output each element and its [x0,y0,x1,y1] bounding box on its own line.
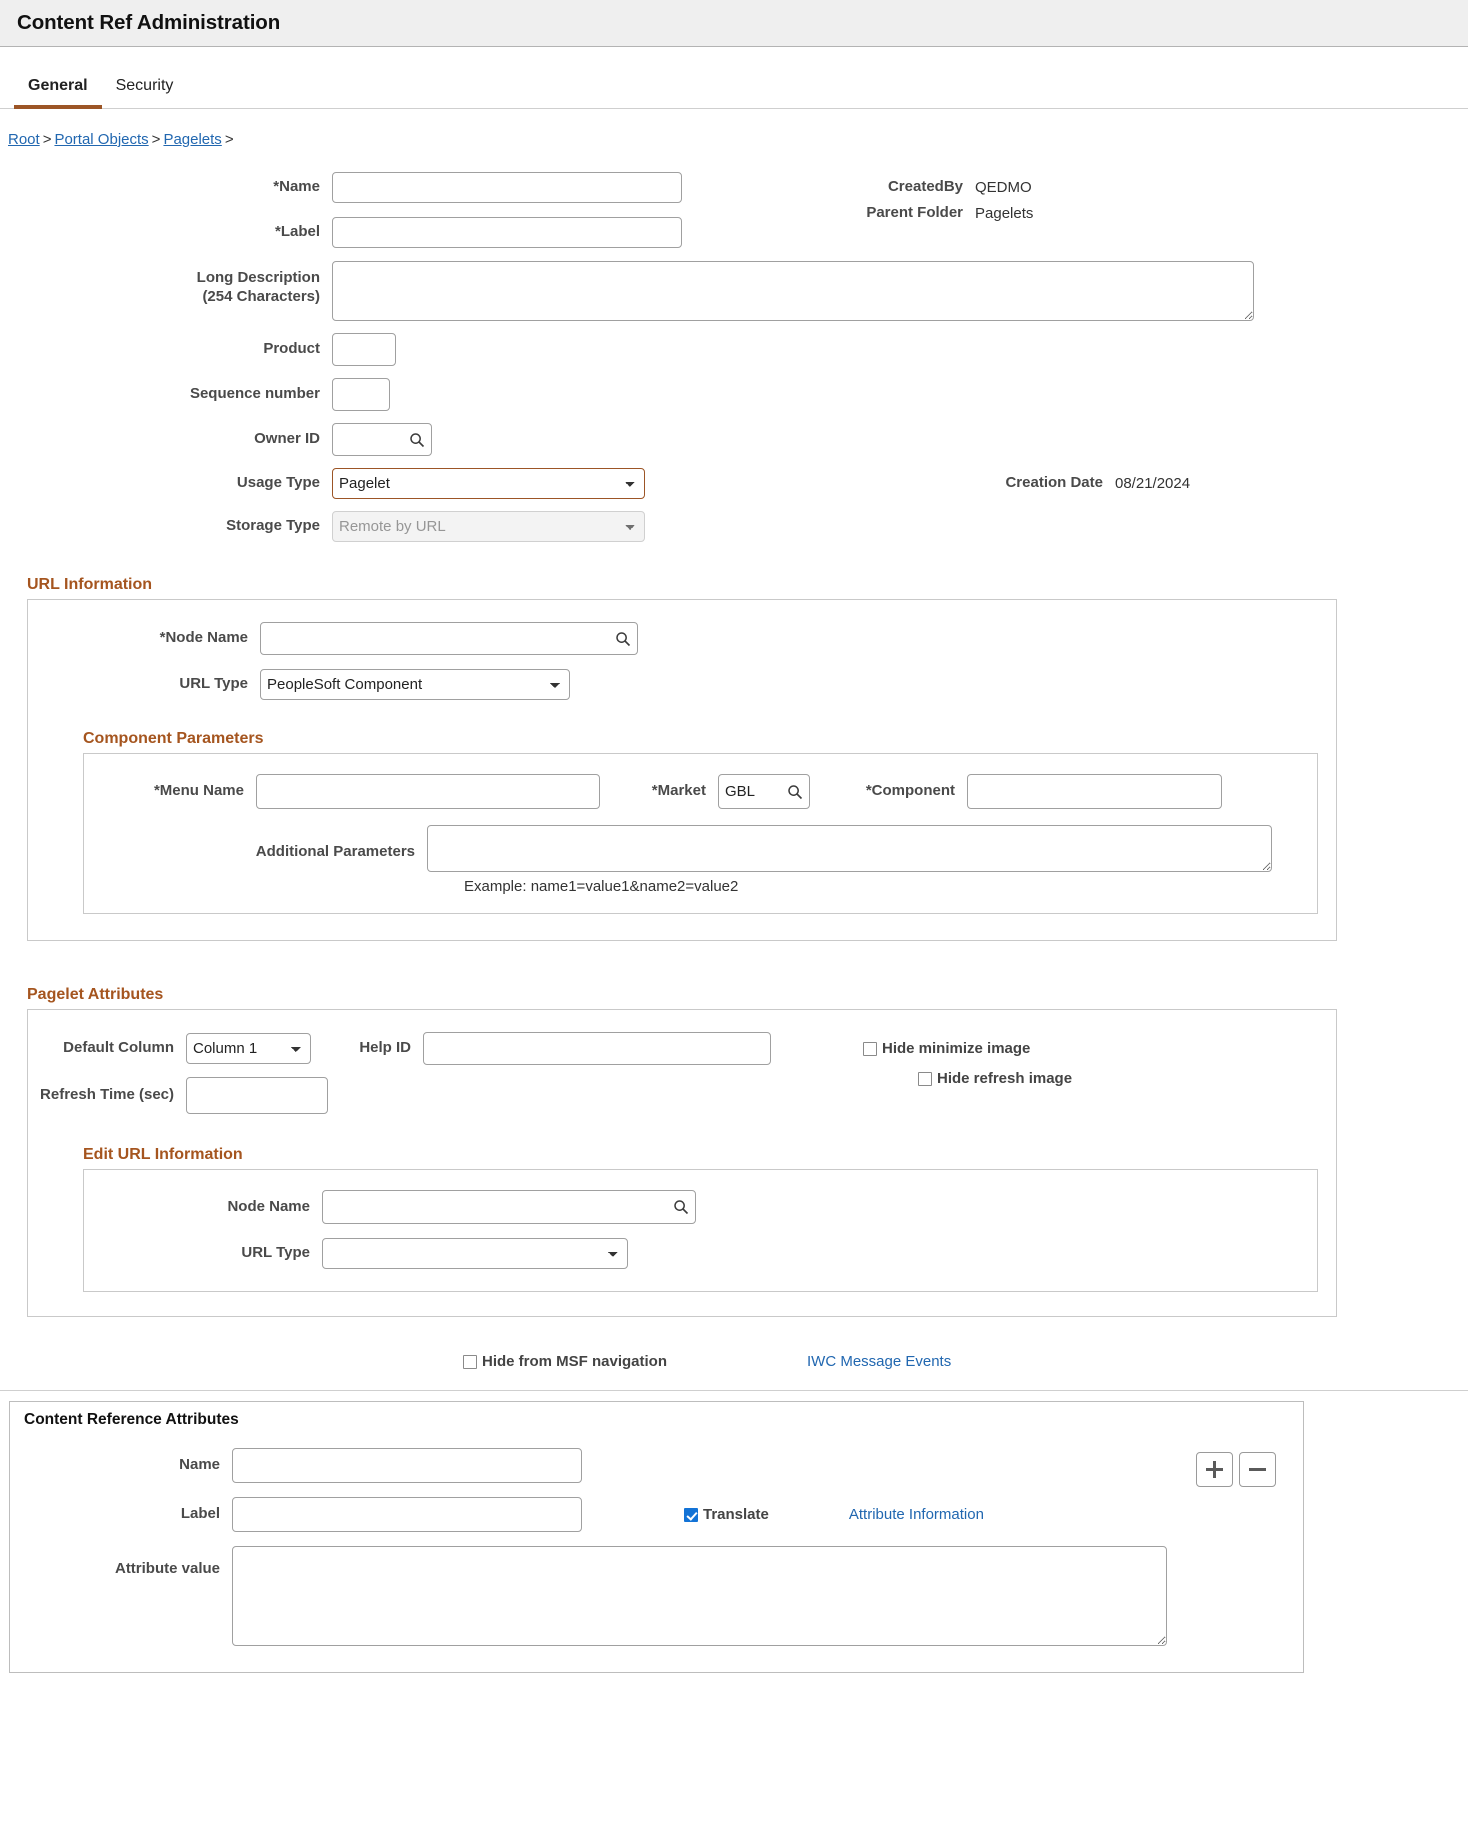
edit-node-name-lookup [322,1190,696,1224]
breadcrumb [0,109,1468,148]
url-type-select[interactable] [260,669,570,700]
menu-name-input[interactable] [256,774,600,809]
tab-general-label: General [28,77,88,94]
creation-date-label: Creation Date [1005,474,1103,492]
hide-minimize-image-checkbox-wrap[interactable] [863,1040,1030,1057]
edit-url-type-label: URL Type [241,1244,310,1262]
breadcrumb-separator-1: > [42,131,52,148]
hide-from-msf-checkbox[interactable] [463,1355,477,1369]
content-reference-attributes-panel [9,1401,1304,1673]
menu-name-label: *Menu Name [153,782,244,800]
sequence-number-label: Sequence number [189,385,320,403]
hide-from-msf-label[interactable]: Hide from MSF navigation [482,1353,668,1370]
additional-parameters-textarea[interactable] [427,825,1272,872]
name-input[interactable] [332,172,682,203]
add-row-button[interactable] [1196,1452,1233,1487]
hide-from-msf-checkbox-wrap[interactable] [463,1353,667,1370]
additional-parameters-label: Additional Parameters [255,843,415,860]
edit-node-name-label: Node Name [227,1197,310,1215]
created-by-label: CreatedBy [887,178,963,196]
field-row-sequence-number [0,378,1468,411]
component-parameters-title: Component Parameters [83,730,264,747]
breadcrumb-link-portal-objects[interactable]: Portal Objects [54,131,149,148]
component-parameters-section [83,730,1336,914]
msf-footer-row [0,1353,1468,1391]
edit-node-name-input[interactable] [322,1190,696,1224]
usage-type-label: Usage Type [236,474,320,492]
edit-url-information-box [83,1169,1318,1292]
component-parameters-box [83,753,1318,914]
edit-url-type-select[interactable] [322,1238,628,1269]
field-row-edit-node-name [84,1190,1317,1224]
hide-refresh-image-checkbox[interactable] [918,1072,932,1086]
storage-type-select [332,511,645,542]
field-row-additional-parameters [84,825,1317,872]
edit-url-information-title: Edit URL Information [83,1146,243,1163]
refresh-time-input[interactable] [186,1077,328,1114]
hide-minimize-image-label[interactable]: Hide minimize image [882,1040,1031,1057]
translate-checkbox-wrap[interactable] [684,1506,769,1523]
creation-date-value: 08/21/2024 [1115,475,1191,492]
long-description-label: Long Description [196,269,320,286]
attribute-value-textarea[interactable] [232,1546,1167,1646]
market-input[interactable] [718,774,810,809]
created-by-value: QEDMO [975,179,1032,196]
owner-id-label: Owner ID [254,430,320,448]
url-information-box [27,599,1337,941]
product-input[interactable] [332,333,396,366]
pagelet-attributes-box [27,1009,1337,1317]
parent-folder-label: Parent Folder [866,204,963,222]
breadcrumb-link-root[interactable]: Root [8,131,40,148]
field-row-attribute-value [10,1546,1303,1646]
iwc-message-events-link[interactable]: IWC Message Events [807,1353,952,1370]
field-row-storage-type [0,511,1468,542]
page-header [0,0,1468,47]
translate-checkbox[interactable] [684,1508,698,1522]
field-row-name [0,172,1468,203]
attr-name-input[interactable] [232,1448,582,1483]
pagelet-attributes-title: Pagelet Attributes [27,986,164,1003]
field-row-label [0,204,1468,248]
field-row-attr-name [10,1448,1303,1483]
remove-row-button[interactable] [1239,1452,1276,1487]
node-name-label: *Node Name [159,629,248,647]
storage-type-label: Storage Type [226,517,320,535]
tab-bar [0,47,1468,109]
help-id-label: Help ID [359,1039,411,1057]
component-parameters-example-text: Example: name1=value1&name2=value2 [464,878,739,895]
label-input[interactable] [332,217,682,248]
general-form-area [0,148,1468,542]
hide-refresh-image-checkbox-wrap[interactable] [918,1070,1072,1087]
node-name-lookup [260,622,638,655]
market-lookup [718,774,810,809]
component-input[interactable] [967,774,1222,809]
default-column-label: Default Column [63,1039,174,1057]
owner-id-input[interactable] [332,423,432,456]
long-description-sublabel: (254 Characters) [202,287,320,305]
minus-icon [1249,1461,1266,1478]
long-description-textarea[interactable] [332,261,1254,321]
field-row-long-description [0,261,1468,321]
name-label: *Name [273,178,320,196]
field-row-node-name [28,622,1336,655]
product-label: Product [263,340,320,358]
tab-security[interactable] [102,78,188,108]
market-label: *Market [651,782,706,800]
field-row-url-type [28,669,1336,700]
breadcrumb-link-pagelets[interactable]: Pagelets [163,131,222,148]
default-column-select[interactable] [186,1033,311,1064]
hide-refresh-image-label[interactable]: Hide refresh image [937,1070,1073,1087]
field-row-menu-name [84,774,1317,809]
hide-minimize-image-checkbox[interactable] [863,1042,877,1056]
field-row-attr-label [10,1497,1303,1532]
breadcrumb-separator-2: > [151,131,161,148]
component-label: *Component [865,782,955,800]
url-information-title: URL Information [27,576,153,593]
page-title: Content Ref Administration [17,11,281,34]
pagelet-attributes-section [27,986,1468,1317]
field-row-owner-id [0,423,1468,456]
owner-id-lookup [332,423,432,456]
attr-label-input[interactable] [232,1497,582,1532]
row-action-buttons [1196,1452,1276,1487]
breadcrumb-separator-3: > [224,131,234,148]
attr-label-label: Label [180,1505,220,1523]
attribute-value-label: Attribute value [114,1560,220,1577]
node-name-input[interactable] [260,622,638,655]
help-id-input[interactable] [423,1032,771,1065]
content-reference-attributes-title: Content Reference Attributes [24,1411,239,1428]
parent-folder-value: Pagelets [975,205,1034,222]
edit-url-information-section [83,1146,1336,1292]
sequence-number-input[interactable] [332,378,390,411]
tab-general[interactable] [14,78,102,108]
usage-type-select[interactable] [332,468,645,499]
translate-label[interactable]: Translate [703,1506,769,1523]
tab-security-label: Security [115,77,174,94]
field-row-product [0,333,1468,366]
field-row-edit-url-type [84,1238,1317,1269]
attribute-information-link[interactable]: Attribute Information [848,1506,984,1523]
field-row-default-column [28,1032,1336,1065]
field-row-refresh-time [28,1070,1336,1114]
plus-icon [1206,1461,1223,1478]
attr-name-label: Name [179,1456,220,1474]
label-label: *Label [274,223,320,241]
field-row-usage-type [0,468,1468,499]
url-information-section [27,576,1468,941]
url-type-label: URL Type [179,675,248,693]
refresh-time-label: Refresh Time (sec) [40,1086,174,1104]
